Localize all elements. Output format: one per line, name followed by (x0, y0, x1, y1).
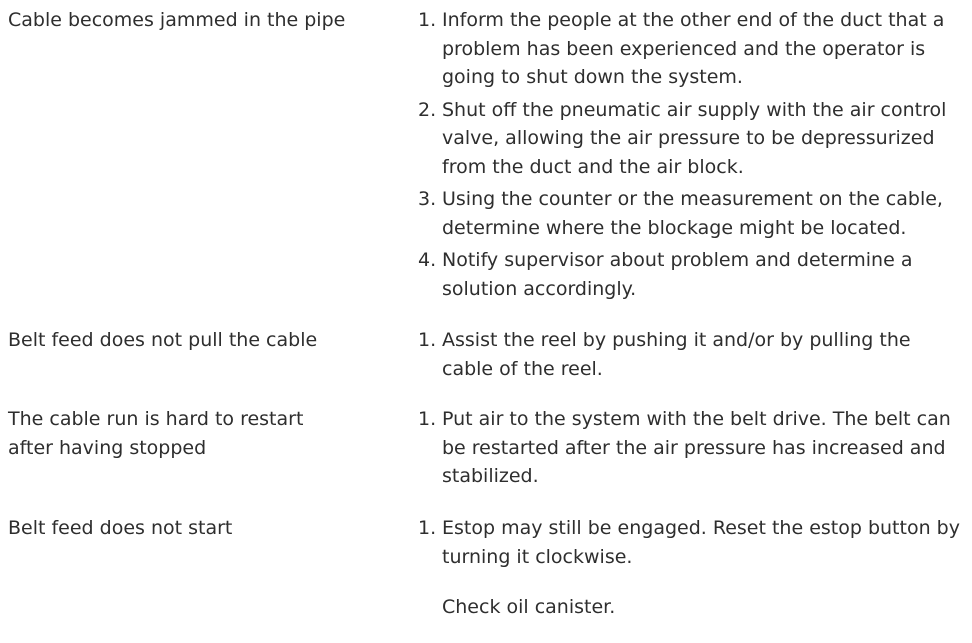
step-number: 1. (418, 408, 437, 430)
solution-step (418, 185, 966, 242)
step-text: Shut off the pneumatic air supply with the air control valve, allowing the air pressure to be depressurized from the duct and the air block. (442, 98, 947, 178)
solution-steps (418, 405, 966, 495)
solution-step (418, 246, 966, 303)
step-text: Estop may still be engaged. Reset the estop button by turning it clockwise. (442, 517, 960, 568)
solution-steps (418, 514, 966, 575)
solution-step (418, 6, 966, 92)
problem-text: Belt feed does not start (8, 517, 233, 539)
note-text: Check oil canister. (442, 596, 616, 618)
step-number: 1. (418, 9, 437, 31)
step-number: 1. (418, 517, 437, 539)
problem-text: The cable run is hard to restart after having stopped (8, 408, 304, 459)
solution-step (418, 405, 966, 491)
step-text: Inform the people at the other end of the duct that a problem has been experienced and the operator is going to shut down the system. (442, 9, 945, 88)
step-text: Put air to the system with the belt drive. The belt can be restarted after the air pressure has increased and stabilized. (442, 408, 951, 487)
step-number: 3. (418, 188, 437, 210)
step-number: 4. (418, 249, 437, 271)
problem-text: Belt feed does not pull the cable (8, 329, 318, 351)
solution-steps (418, 326, 966, 387)
step-text: Assist the reel by pushing it and/or by pulling the cable of the reel. (442, 329, 911, 380)
solution-steps (418, 6, 966, 307)
solution-step (418, 96, 966, 182)
step-number: 1. (418, 329, 437, 351)
step-text: Notify supervisor about problem and determine a solution accordingly. (442, 249, 913, 300)
solution-step (418, 326, 966, 383)
solution-step (418, 514, 966, 571)
step-number: 2. (418, 98, 437, 121)
problem-text: Cable becomes jammed in the pipe (8, 9, 346, 31)
step-text: Using the counter or the measurement on the cable, determine where the blockage might be located. (442, 188, 943, 239)
